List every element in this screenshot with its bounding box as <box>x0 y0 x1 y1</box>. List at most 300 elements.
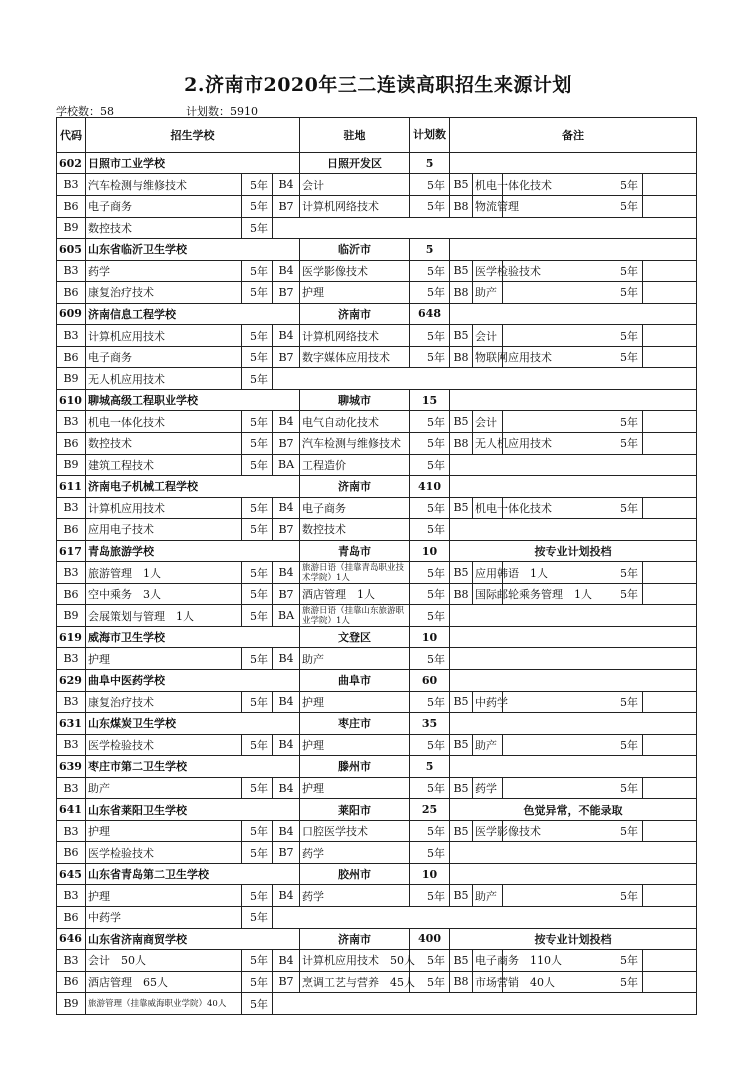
major-name: 医学检验技术 <box>86 842 242 864</box>
major-years: 5年 <box>503 583 643 605</box>
school-plan: 5 <box>410 239 450 261</box>
major-row <box>57 605 697 627</box>
empty-cell <box>643 260 697 282</box>
empty-cell <box>273 907 697 929</box>
major-name: 计算机应用技术 <box>86 497 242 519</box>
school-row <box>57 799 697 821</box>
school-row <box>57 713 697 735</box>
major-years: 5年 <box>242 820 273 842</box>
school-name: 日照市工业学校 <box>86 152 300 174</box>
major-code: B5 <box>450 777 473 799</box>
empty-cell <box>273 368 697 390</box>
major-code: B5 <box>450 950 473 972</box>
major-code: B3 <box>57 260 86 282</box>
school-row <box>57 928 697 950</box>
school-location: 济南市 <box>300 928 410 950</box>
major-years: 5年 <box>410 454 450 476</box>
major-years: 5年 <box>242 971 273 993</box>
major-name: 助产 <box>473 282 503 304</box>
major-years: 5年 <box>242 605 273 627</box>
major-row <box>57 777 697 799</box>
major-code: B5 <box>450 734 473 756</box>
major-code: B3 <box>57 411 86 433</box>
major-code: B4 <box>273 260 300 282</box>
major-years: 5年 <box>242 519 273 541</box>
major-name: 电子商务 110人 <box>473 950 503 972</box>
major-name: 护理 <box>86 820 242 842</box>
school-plan: 10 <box>410 863 450 885</box>
major-name: 建筑工程技术 <box>86 454 242 476</box>
major-code: B4 <box>273 325 300 347</box>
major-code: B3 <box>57 174 86 196</box>
major-code: B9 <box>57 993 86 1015</box>
school-plan: 10 <box>410 626 450 648</box>
empty-cell <box>450 519 697 541</box>
school-code: 605 <box>57 239 86 261</box>
school-plan: 400 <box>410 928 450 950</box>
major-name: 机电一体化技术 <box>473 174 503 196</box>
major-years: 5年 <box>410 325 450 347</box>
school-row <box>57 389 697 411</box>
major-years: 5年 <box>242 454 273 476</box>
major-code: B7 <box>273 971 300 993</box>
major-years: 5年 <box>410 820 450 842</box>
major-code: B8 <box>450 346 473 368</box>
major-code: B3 <box>57 734 86 756</box>
major-row <box>57 346 697 368</box>
major-row <box>57 282 697 304</box>
major-name: 药学 <box>86 260 242 282</box>
major-code: BA <box>273 454 300 476</box>
school-code: 619 <box>57 626 86 648</box>
empty-cell <box>643 971 697 993</box>
major-name: 无人机应用技术 <box>86 368 242 390</box>
major-name: 酒店管理 65人 <box>86 971 242 993</box>
major-years: 5年 <box>242 950 273 972</box>
major-name: 空中乘务 3人 <box>86 583 242 605</box>
school-row <box>57 626 697 648</box>
major-row <box>57 907 697 929</box>
major-years: 5年 <box>242 583 273 605</box>
major-code: B3 <box>57 691 86 713</box>
major-code: B8 <box>450 282 473 304</box>
school-name: 山东省青岛第二卫生学校 <box>86 863 300 885</box>
major-name: 电气自动化技术 <box>300 411 410 433</box>
major-name: 数控技术 <box>300 519 410 541</box>
school-location: 济南市 <box>300 303 410 325</box>
major-years: 5年 <box>410 734 450 756</box>
major-years: 5年 <box>503 195 643 217</box>
school-code: 641 <box>57 799 86 821</box>
major-years: 5年 <box>242 907 273 929</box>
major-years: 5年 <box>242 260 273 282</box>
major-code: B3 <box>57 885 86 907</box>
major-code: B3 <box>57 820 86 842</box>
major-row <box>57 519 697 541</box>
major-years: 5年 <box>503 346 643 368</box>
school-plan: 5 <box>410 756 450 778</box>
major-row <box>57 497 697 519</box>
major-code: B6 <box>57 971 86 993</box>
enrollment-plan-table <box>56 117 697 1015</box>
major-row <box>57 368 697 390</box>
major-years: 5年 <box>503 411 643 433</box>
major-code: B4 <box>273 950 300 972</box>
empty-cell <box>643 411 697 433</box>
table-header-row <box>57 118 697 153</box>
empty-cell <box>450 648 697 670</box>
major-name: 会展策划与管理 1人 <box>86 605 242 627</box>
major-row <box>57 734 697 756</box>
empty-cell <box>643 346 697 368</box>
major-code: B7 <box>273 842 300 864</box>
major-name: 物流管理 <box>473 195 503 217</box>
empty-cell <box>643 174 697 196</box>
school-location: 胶州市 <box>300 863 410 885</box>
major-name: 数控技术 <box>86 433 242 455</box>
major-code: B6 <box>57 519 86 541</box>
school-note: 色觉异常，不能录取 <box>450 799 697 821</box>
major-code: B6 <box>57 346 86 368</box>
school-plan: 60 <box>410 670 450 692</box>
empty-cell <box>643 734 697 756</box>
school-row <box>57 476 697 498</box>
major-name: 药学 <box>300 842 410 864</box>
major-code: B5 <box>450 691 473 713</box>
plan-total: 计划数：5910 <box>186 105 258 118</box>
major-code: B9 <box>57 217 86 239</box>
major-code: B8 <box>450 583 473 605</box>
major-name: 计算机应用技术 50人 <box>300 950 410 972</box>
major-years: 5年 <box>410 691 450 713</box>
school-note <box>450 670 697 692</box>
major-name: 汽车检测与维修技术 <box>300 433 410 455</box>
major-code: B7 <box>273 433 300 455</box>
school-plan: 25 <box>410 799 450 821</box>
major-years: 5年 <box>242 368 273 390</box>
major-years: 5年 <box>410 605 450 627</box>
major-code: B8 <box>450 433 473 455</box>
major-years: 5年 <box>503 260 643 282</box>
major-code: B5 <box>450 325 473 347</box>
major-years: 5年 <box>242 346 273 368</box>
major-years: 5年 <box>242 691 273 713</box>
school-row <box>57 540 697 562</box>
empty-cell <box>643 885 697 907</box>
major-name: 助产 <box>300 648 410 670</box>
school-location: 临沂市 <box>300 239 410 261</box>
major-years: 5年 <box>410 583 450 605</box>
major-name: 医学检验技术 <box>86 734 242 756</box>
major-code: B4 <box>273 562 300 584</box>
school-location: 曲阜市 <box>300 670 410 692</box>
major-code: B4 <box>273 648 300 670</box>
major-years: 5年 <box>503 777 643 799</box>
major-years: 5年 <box>410 195 450 217</box>
major-name: 护理 <box>300 691 410 713</box>
major-name: 药学 <box>300 885 410 907</box>
major-name: 市场营销 40人 <box>473 971 503 993</box>
school-note <box>450 713 697 735</box>
empty-cell <box>643 820 697 842</box>
major-code: B9 <box>57 454 86 476</box>
major-years: 5年 <box>503 282 643 304</box>
school-note <box>450 756 697 778</box>
major-years: 5年 <box>410 777 450 799</box>
school-plan: 35 <box>410 713 450 735</box>
major-years: 5年 <box>410 950 450 972</box>
major-code: B6 <box>57 842 86 864</box>
major-name: 会计 <box>473 325 503 347</box>
major-years: 5年 <box>410 174 450 196</box>
major-name: 旅游日语（挂靠青岛职业技术学院）1人 <box>300 562 410 584</box>
school-note: 按专业计划投档 <box>450 928 697 950</box>
school-code: 645 <box>57 863 86 885</box>
school-note: 按专业计划投档 <box>450 540 697 562</box>
school-name: 山东省临沂卫生学校 <box>86 239 300 261</box>
major-name: 无人机应用技术 <box>473 433 503 455</box>
empty-cell <box>643 583 697 605</box>
major-code: B5 <box>450 885 473 907</box>
major-name: 数字媒体应用技术 <box>300 346 410 368</box>
major-row <box>57 433 697 455</box>
major-name: 计算机网络技术 <box>300 325 410 347</box>
major-name: 旅游管理 1人 <box>86 562 242 584</box>
school-plan: 410 <box>410 476 450 498</box>
major-code: B6 <box>57 195 86 217</box>
school-note <box>450 626 697 648</box>
major-row <box>57 195 697 217</box>
major-code: B8 <box>450 971 473 993</box>
major-row <box>57 950 697 972</box>
school-name: 山东省莱阳卫生学校 <box>86 799 300 821</box>
major-code: B4 <box>273 497 300 519</box>
empty-cell <box>450 605 697 627</box>
major-code: B4 <box>273 820 300 842</box>
empty-cell <box>643 777 697 799</box>
major-years: 5年 <box>503 950 643 972</box>
major-code: B5 <box>450 562 473 584</box>
major-years: 5年 <box>242 282 273 304</box>
major-name: 助产 <box>473 885 503 907</box>
major-code: B5 <box>450 411 473 433</box>
major-name: 护理 <box>86 885 242 907</box>
major-years: 5年 <box>242 734 273 756</box>
major-years: 5年 <box>410 648 450 670</box>
major-code: B4 <box>273 885 300 907</box>
major-years: 5年 <box>242 885 273 907</box>
school-name: 济南信息工程学校 <box>86 303 300 325</box>
major-name: 国际邮轮乘务管理 1人 <box>473 583 503 605</box>
major-code: B3 <box>57 562 86 584</box>
school-code: 611 <box>57 476 86 498</box>
school-note <box>450 303 697 325</box>
major-years: 5年 <box>503 497 643 519</box>
school-location: 青岛市 <box>300 540 410 562</box>
major-years: 5年 <box>410 346 450 368</box>
major-code: B5 <box>450 820 473 842</box>
major-years: 5年 <box>503 433 643 455</box>
major-code: BA <box>273 605 300 627</box>
major-code: B4 <box>273 691 300 713</box>
major-name: 护理 <box>300 734 410 756</box>
major-row <box>57 648 697 670</box>
header-plan: 计划数 <box>410 118 450 153</box>
major-name: 康复治疗技术 <box>86 691 242 713</box>
empty-cell <box>643 433 697 455</box>
major-name: 机电一体化技术 <box>86 411 242 433</box>
major-name: 工程造价 <box>300 454 410 476</box>
major-years: 5年 <box>410 971 450 993</box>
major-years: 5年 <box>503 174 643 196</box>
major-code: B6 <box>57 282 86 304</box>
major-name: 电子商务 <box>86 346 242 368</box>
major-code: B3 <box>57 648 86 670</box>
school-plan: 10 <box>410 540 450 562</box>
major-years: 5年 <box>242 648 273 670</box>
school-plan: 15 <box>410 389 450 411</box>
major-name: 电子商务 <box>300 497 410 519</box>
school-plan: 5 <box>410 152 450 174</box>
header-note: 备注 <box>450 118 697 153</box>
school-name: 济南电子机械工程学校 <box>86 476 300 498</box>
major-name: 旅游日语（挂靠山东旅游职业学院）1人 <box>300 605 410 627</box>
major-name: 助产 <box>473 734 503 756</box>
major-code: B5 <box>450 497 473 519</box>
major-years: 5年 <box>410 885 450 907</box>
major-name: 护理 <box>86 648 242 670</box>
major-name: 中药学 <box>86 907 242 929</box>
empty-cell <box>273 217 697 239</box>
major-years: 5年 <box>242 842 273 864</box>
major-code: B3 <box>57 325 86 347</box>
major-name: 中药学 <box>473 691 503 713</box>
major-row <box>57 411 697 433</box>
major-code: B6 <box>57 433 86 455</box>
major-name: 医学检验技术 <box>473 260 503 282</box>
major-years: 5年 <box>410 411 450 433</box>
document-title: 2.济南市2020年三二连读高职招生来源计划 <box>184 74 572 96</box>
empty-cell <box>643 691 697 713</box>
major-name: 康复治疗技术 <box>86 282 242 304</box>
major-code: B6 <box>57 583 86 605</box>
major-name: 数控技术 <box>86 217 242 239</box>
school-code: 639 <box>57 756 86 778</box>
major-years: 5年 <box>410 562 450 584</box>
major-code: B6 <box>57 907 86 929</box>
major-code: B7 <box>273 583 300 605</box>
school-note <box>450 863 697 885</box>
major-years: 5年 <box>242 497 273 519</box>
major-years: 5年 <box>410 497 450 519</box>
school-note <box>450 476 697 498</box>
school-location: 滕州市 <box>300 756 410 778</box>
school-row <box>57 239 697 261</box>
major-years: 5年 <box>242 195 273 217</box>
empty-cell <box>450 454 697 476</box>
major-code: B4 <box>273 174 300 196</box>
school-name: 枣庄市第二卫生学校 <box>86 756 300 778</box>
school-code: 610 <box>57 389 86 411</box>
major-row <box>57 260 697 282</box>
major-name: 计算机应用技术 <box>86 325 242 347</box>
major-name: 物联网应用技术 <box>473 346 503 368</box>
major-code: B4 <box>273 411 300 433</box>
major-years: 5年 <box>410 433 450 455</box>
major-years: 5年 <box>503 691 643 713</box>
header-code: 代码 <box>57 118 86 153</box>
major-code: B4 <box>273 734 300 756</box>
major-row <box>57 217 697 239</box>
school-plan: 648 <box>410 303 450 325</box>
major-name: 药学 <box>473 777 503 799</box>
empty-cell <box>643 950 697 972</box>
major-name: 会计 50人 <box>86 950 242 972</box>
major-row <box>57 842 697 864</box>
school-name: 聊城高级工程职业学校 <box>86 389 300 411</box>
major-row <box>57 583 697 605</box>
empty-cell <box>643 497 697 519</box>
school-row <box>57 152 697 174</box>
header-location: 驻地 <box>300 118 410 153</box>
major-name: 护理 <box>300 282 410 304</box>
school-name: 曲阜中医药学校 <box>86 670 300 692</box>
major-name: 应用韩语 1人 <box>473 562 503 584</box>
major-name: 计算机网络技术 <box>300 195 410 217</box>
major-name: 旅游管理（挂靠威海职业学院）40人 <box>86 993 242 1015</box>
major-name: 机电一体化技术 <box>473 497 503 519</box>
school-code: 602 <box>57 152 86 174</box>
school-count: 学校数：58 <box>56 105 114 118</box>
major-code: B7 <box>273 195 300 217</box>
major-name: 口腔医学技术 <box>300 820 410 842</box>
empty-cell <box>273 993 697 1015</box>
major-row <box>57 971 697 993</box>
school-code: 609 <box>57 303 86 325</box>
school-note <box>450 389 697 411</box>
major-code: B3 <box>57 497 86 519</box>
school-location: 聊城市 <box>300 389 410 411</box>
major-name: 汽车检测与维修技术 <box>86 174 242 196</box>
major-row <box>57 454 697 476</box>
major-code: B9 <box>57 605 86 627</box>
major-years: 5年 <box>242 777 273 799</box>
school-row <box>57 303 697 325</box>
major-name: 会计 <box>473 411 503 433</box>
major-row <box>57 885 697 907</box>
major-name: 医学影像技术 <box>473 820 503 842</box>
major-years: 5年 <box>242 993 273 1015</box>
major-name: 助产 <box>86 777 242 799</box>
school-row <box>57 756 697 778</box>
major-name: 护理 <box>300 777 410 799</box>
school-code: 646 <box>57 928 86 950</box>
school-location: 枣庄市 <box>300 713 410 735</box>
major-row <box>57 993 697 1015</box>
major-code: B5 <box>450 174 473 196</box>
school-location: 文登区 <box>300 626 410 648</box>
empty-cell <box>643 325 697 347</box>
empty-cell <box>643 195 697 217</box>
major-code: B9 <box>57 368 86 390</box>
major-code: B4 <box>273 777 300 799</box>
major-name: 电子商务 <box>86 195 242 217</box>
major-years: 5年 <box>410 519 450 541</box>
major-code: B3 <box>57 950 86 972</box>
empty-cell <box>643 282 697 304</box>
major-years: 5年 <box>503 885 643 907</box>
major-years: 5年 <box>503 820 643 842</box>
